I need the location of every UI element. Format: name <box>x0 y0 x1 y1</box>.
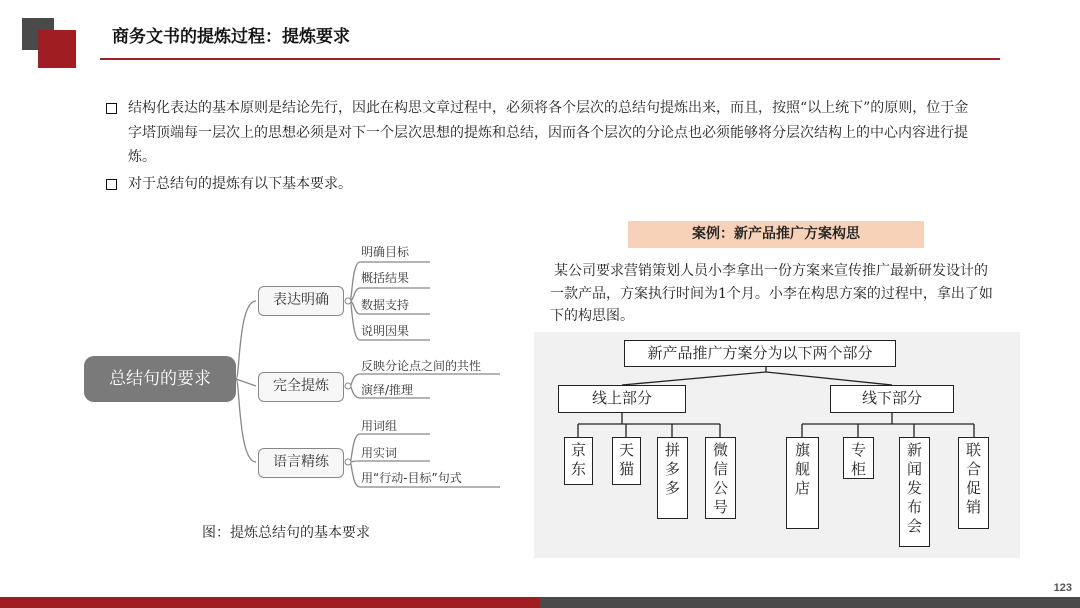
case-text: 某公司要求营销策划人员小李拿出一份方案来宣传推广最新研发设计的一款产品，方案执行时间为1个月。小李在构思方案的过程中，拿出了如下的构思图。 <box>550 263 993 324</box>
tree-leaf-label: 天猫 <box>618 441 634 478</box>
tree-leaf <box>657 437 688 519</box>
page-number: 123 <box>1053 582 1072 594</box>
footer-bar-red <box>0 597 540 608</box>
mindmap-root: 总结句的要求 <box>84 356 236 402</box>
mindmap-leaf: 用“行动-目标”句式 <box>361 471 462 485</box>
case-title: 案例：新产品推广方案构思 <box>628 221 924 248</box>
mindmap-leaf: 明确目标 <box>361 245 410 259</box>
tree-leaf-label: 新闻发布会 <box>906 441 922 535</box>
tree-leaf-label: 微信公号 <box>712 441 728 516</box>
footer-bar-gray <box>540 597 1080 608</box>
bullet-text: 结构化表达的基本原则是结论先行，因此在构思文章过程中，必须将各个层次的总结句提炼出来，而且，按照“以上统下”的原则，位于金字塔顶端每一层次上的思想必须是对下一个层次思想的提炼和总结，因而各个层次的分论点也必须能够将分层次结构上的中心内容进行提炼。 <box>128 100 969 165</box>
mindmap-branch: 表达明确 <box>258 286 344 316</box>
tree-leaf <box>612 437 641 485</box>
mindmap-branch: 语言精练 <box>258 448 344 478</box>
slide-title: 商务文书的提炼过程：提炼要求 <box>112 27 350 47</box>
tree-leaf-label: 京东 <box>570 441 586 478</box>
tree-leaf <box>843 437 874 479</box>
mindmap-leaf: 概括结果 <box>361 271 410 285</box>
mindmap-branch: 完全提炼 <box>258 372 344 402</box>
mindmap-leaf: 反映分论点之间的共性 <box>361 359 482 373</box>
mindmap-leaf: 用实词 <box>361 446 398 460</box>
tree-leaf <box>786 437 819 529</box>
tree-online-node: 线上部分 <box>558 385 686 413</box>
tree-leaf-label: 旗舰店 <box>794 441 810 497</box>
tree-leaf <box>705 437 736 519</box>
mindmap-leaf: 数据支持 <box>361 298 410 312</box>
bullet-text: 对于总结句的提炼有以下基本要求。 <box>128 176 352 192</box>
mindmap-leaf: 说明因果 <box>361 324 410 338</box>
tree-leaf <box>899 437 930 547</box>
figure-caption: 图：提炼总结句的基本要求 <box>202 525 370 541</box>
mindmap-leaf: 用词组 <box>361 419 398 433</box>
tree-leaf-label: 专柜 <box>850 441 866 478</box>
tree-leaf-label: 拼多多 <box>664 441 680 497</box>
mindmap-leaf: 演绎/推理 <box>361 383 414 397</box>
tree-offline-node: 线下部分 <box>830 385 954 413</box>
tree-top-node: 新产品推广方案分为以下两个部分 <box>624 340 896 367</box>
tree-leaf-label: 联合促销 <box>965 441 981 516</box>
tree-leaf <box>958 437 989 529</box>
tree-diagram <box>534 332 1020 558</box>
tree-leaf <box>564 437 593 485</box>
